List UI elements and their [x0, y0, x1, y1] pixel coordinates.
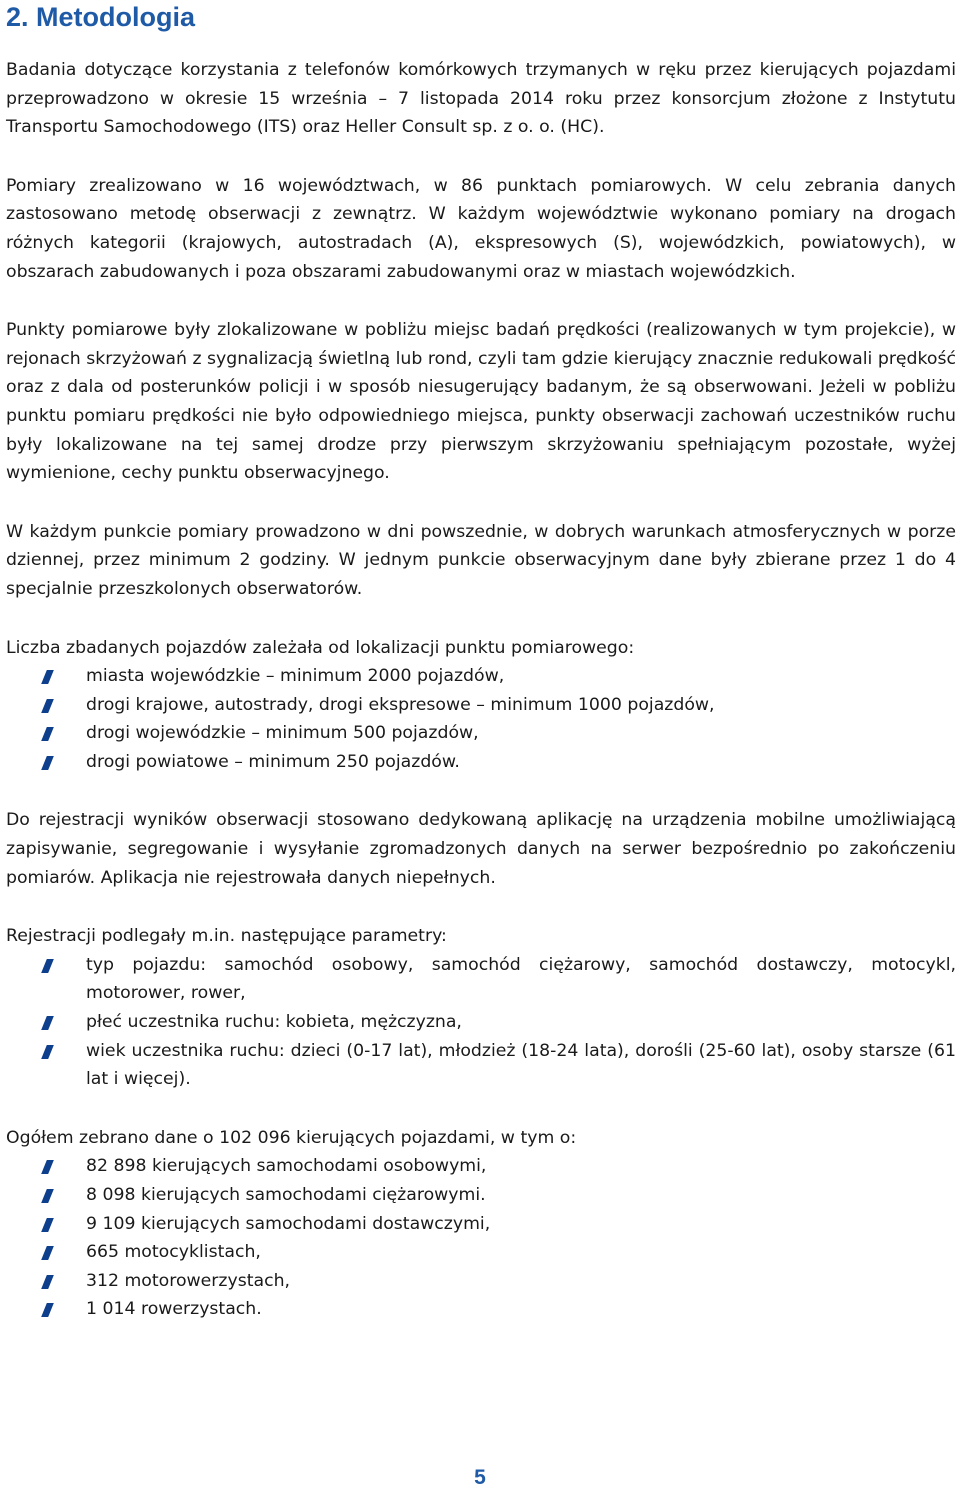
parameters-list — [6, 951, 956, 1094]
list-item — [6, 1181, 956, 1210]
list-item-text: drogi powiatowe – minimum 250 pojazdów. — [86, 751, 460, 772]
slanted-bar-bullet-icon — [41, 959, 54, 973]
slanted-bar-bullet-icon — [41, 699, 54, 713]
list-item-text: wiek uczestnika ruchu: dzieci (0-17 lat), młodzież (18-24 lata), dorośli (25-60 lat), osoby starsze (61 lat i więcej). — [86, 1040, 956, 1090]
list-item — [6, 1008, 956, 1037]
paragraph-measurements: Pomiary zrealizowano w 16 województwach, w 86 punktach pomiarowych. W celu zebrania danych zastosowano metodę obserwacji z zewnątrz. W każdym województwie wykonano pomiary na drogach różnych kategorii (krajowych, autostradach (A), ekspresowych (S), wojewódzkich, powiatowych), w obszarach zabudowanych i poza obszarami zabudowanymi oraz w miastach wojewódzkich. — [6, 175, 956, 282]
slanted-bar-bullet-icon — [41, 1303, 54, 1317]
list-item — [6, 691, 956, 720]
slanted-bar-bullet-icon — [41, 1189, 54, 1203]
paragraph-vehicle-count-intro: Liczba zbadanych pojazdów zależała od lokalizacji punktu pomiarowego: — [6, 637, 635, 658]
list-item — [6, 1152, 956, 1181]
slanted-bar-bullet-icon — [41, 1275, 54, 1289]
list-item — [6, 1210, 956, 1239]
section-heading: 2. Metodologia — [6, 2, 195, 32]
list-item — [6, 748, 956, 777]
list-item-text: drogi krajowe, autostrady, drogi ekspresowe – minimum 1000 pojazdów, — [86, 694, 715, 715]
list-item — [6, 662, 956, 691]
list-item — [6, 1238, 956, 1267]
slanted-bar-bullet-icon — [41, 756, 54, 770]
slanted-bar-bullet-icon — [41, 1045, 54, 1059]
list-item — [6, 951, 956, 1008]
list-item-text: typ pojazdu: samochód osobowy, samochód ciężarowy, samochód dostawczy, motocykl, motorower, rower, — [86, 954, 956, 1004]
list-item-text: 82 898 kierujących samochodami osobowymi, — [86, 1156, 487, 1177]
list-item-text: 8 098 kierujących samochodami ciężarowymi. — [86, 1185, 486, 1205]
list-item-text: miasta wojewódzkie – minimum 2000 pojazdów, — [86, 666, 505, 687]
vehicle-count-list — [6, 662, 956, 776]
list-item-text: 1 014 rowerzystach. — [86, 1299, 262, 1320]
page-number: 5 — [474, 1466, 486, 1489]
list-item-text: 9 109 kierujących samochodami dostawczymi, — [86, 1213, 491, 1234]
paragraph-locations: Punkty pomiarowe były zlokalizowane w pobliżu miejsc badań prędkości (realizowanych w tym projekcie), w rejonach skrzyżowań z sygnalizacją świetlną lub rond, czyli tam gdzie kierujący znacznie redukowali prędkość oraz z dala od posterunków policji i w sposób niesugerujący badanym, że są obserwowani. Jeżeli w pobliżu punktu pomiaru prędkości nie było odpowiedniego miejsca, punkty obserwacji zachowań uczestników ruchu były lokalizowane na tej samej drodze przy pierwszym skrzyżowaniu spełniającym pozostałe, wyżej wymienione, cechy punktu obserwacyjnego. — [6, 320, 956, 484]
slanted-bar-bullet-icon — [41, 670, 54, 684]
list-item-text: 312 motorowerzystach, — [86, 1270, 291, 1291]
list-item-text: 665 motocyklistach, — [86, 1242, 261, 1263]
list-item-text: płeć uczestnika ruchu: kobieta, mężczyzna, — [86, 1012, 462, 1033]
paragraph-application: Do rejestracji wyników obserwacji stosowano dedykowaną aplikację na urządzenia mobilne umożliwiającą zapisywanie, segregowanie i wysyłanie zgromadzonych danych na serwer bezpośrednio po zakończeniu pomiarów. Aplikacja nie rejestrowała danych niepełnych. — [6, 810, 956, 888]
paragraph-parameters-intro: Rejestracji podlegały m.in. następujące parametry: — [6, 926, 447, 947]
slanted-bar-bullet-icon — [41, 727, 54, 741]
document-page — [6, 0, 956, 1324]
paragraph-intro: Badania dotyczące korzystania z telefonów komórkowych trzymanych w ręku przez kierujących pojazdami przeprowadzono w okresie 15 września – 7 listopada 2014 roku przez konsorcjum złożone z Instytutu Transportu Samochodowego (ITS) oraz Heller Consult sp. z o. o. (HC). — [6, 60, 956, 138]
list-item — [6, 1267, 956, 1296]
slanted-bar-bullet-icon — [41, 1246, 54, 1260]
paragraph-schedule: W każdym punkcie pomiary prowadzono w dni powszednie, w dobrych warunkach atmosferycznych w porze dziennej, przez minimum 2 godziny. W jednym punkcie obserwacyjnym dane były zbierane przez 1 do 4 specjalnie przeszkolonych obserwatorów. — [6, 521, 956, 599]
list-item-text: drogi wojewódzkie – minimum 500 pojazdów, — [86, 723, 479, 744]
slanted-bar-bullet-icon — [41, 1160, 54, 1174]
list-item — [6, 1037, 956, 1094]
list-item — [6, 719, 956, 748]
slanted-bar-bullet-icon — [41, 1016, 54, 1030]
paragraph-totals-intro: Ogółem zebrano dane o 102 096 kierujących pojazdami, w tym o: — [6, 1127, 577, 1148]
list-item — [6, 1295, 956, 1324]
slanted-bar-bullet-icon — [41, 1218, 54, 1232]
totals-list — [6, 1152, 956, 1324]
